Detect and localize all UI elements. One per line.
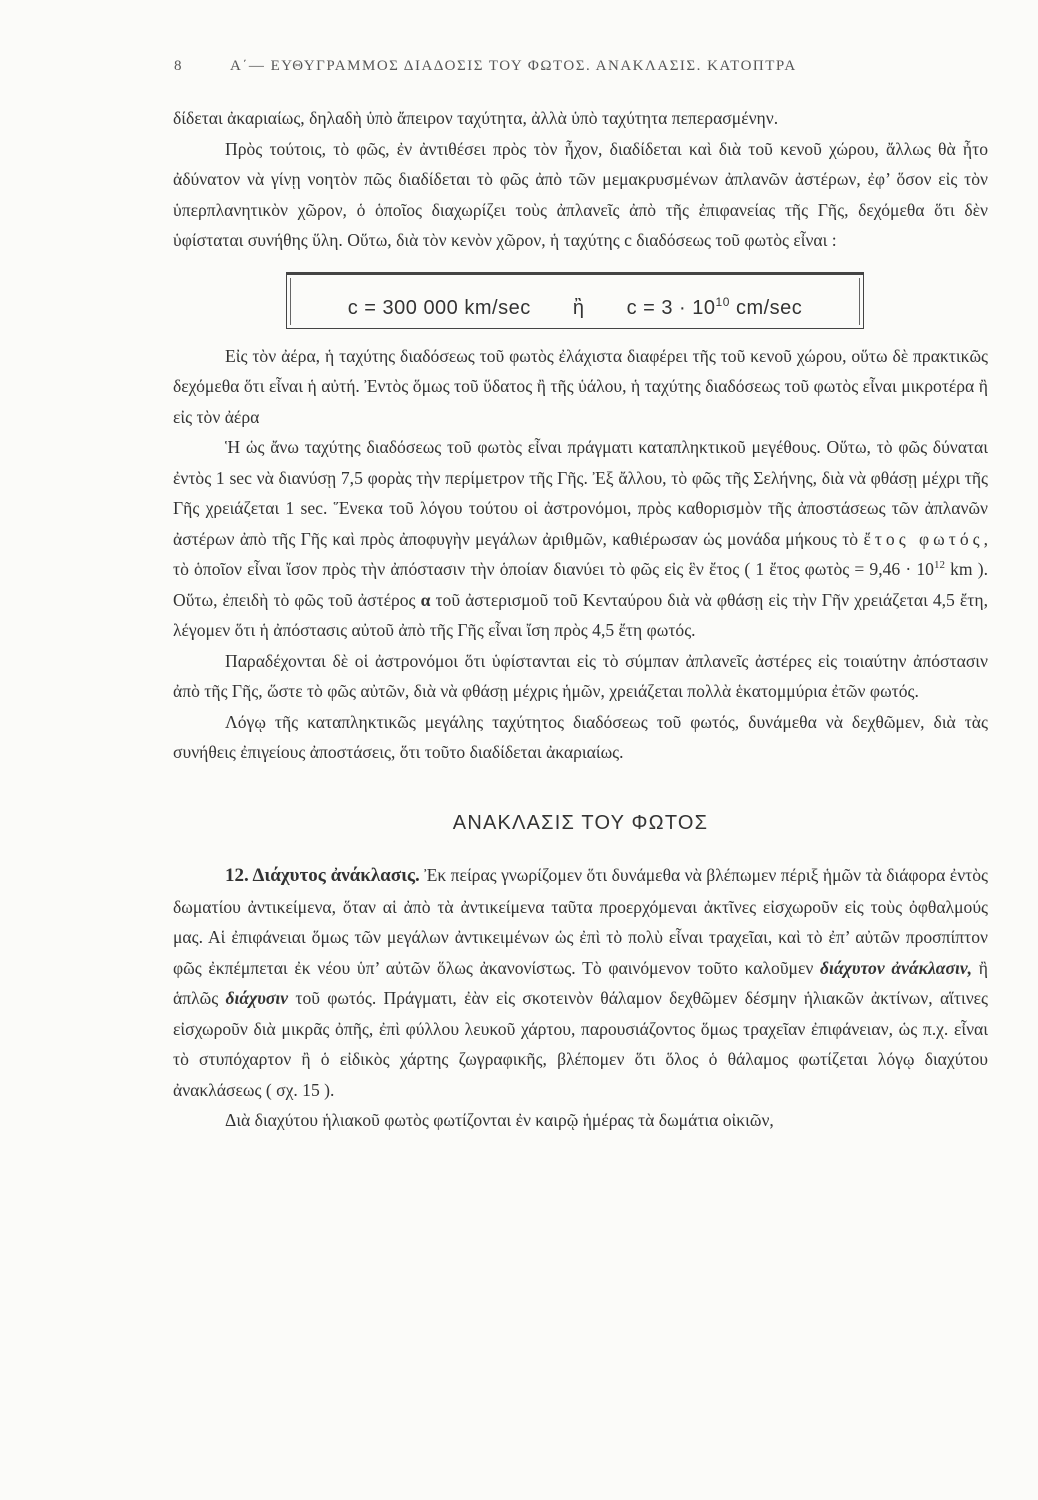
formula-box	[286, 272, 864, 329]
formula-km: c = 300 000 km/sec	[347, 296, 531, 319]
alpha-centauri-symbol: α	[420, 589, 431, 610]
page-number: 8	[174, 58, 183, 74]
diffuse-term-2: διάχυσιν	[225, 988, 289, 1008]
diffuse-term-1: διάχυτον ἀνάκλασιν,	[820, 957, 973, 978]
paragraph-vacuum-propagation: Πρὸς τούτοις, τὸ φῶς, ἐν ἀντιθέσει πρὸς τὸν ἦχον, διαδίδεται καὶ διὰ τοῦ κενοῦ χώρου, ἄλλως θὰ ἦτο ἀδύνατον νὰ γίνῃ νοητὸν πῶς διαδίδεται τὸ φῶς ἀπὸ τῶν μεμακρυσμένων ἀπλανῶν ἀστέρων, ἐφ’ ὅσον εἰς τὸν ὑπερπλανητικὸν χῶρον, ὁ ὁποῖος διαχωρίζει τοὺς ἀπλανεῖς ἀπὸ τῆς ἐπιφανείας τῆς Γῆς, δεχόμεθα ὅτι δὲν ὑφίσταται συνήθης ὕλη. Οὕτω, διὰ τὸν κενὸν χῶρον, ἡ ταχύτης c διαδόσεως τοῦ φωτὸς εἶναι :	[173, 138, 988, 250]
paragraph-air-water: Εἰς τὸν ἀέρα, ἡ ταχύτης διαδόσεως τοῦ φωτὸς ἐλάχιστα διαφέρει τῆς τοῦ κενοῦ χώρου, οὕτω δὲ πρακτικῶς δεχόμεθα ὅτι εἶναι ἡ αὐτή. Ἐντὸς ὅμως τοῦ ὕδατος ἢ τῆς ὑάλου, ἡ ταχύτης διαδόσεως τοῦ φωτὸς εἶναι μικροτέρα ἢ εἰς τὸν ἀέρα	[173, 345, 988, 427]
paragraph-instantaneous: Λόγῳ τῆς καταπληκτικῶς μεγάλης ταχύτητος διαδόσεως τοῦ φωτός, δυνάμεθα νὰ δεχθῶμεν, διὰ τὰς συνήθεις ἐπιγείους ἀποστάσεις, ὅτι τοῦτο διαδίδεται ἀκαριαίως.	[173, 711, 988, 762]
formula-cm-base: c = 3 · 10	[626, 296, 716, 319]
light-year-term: ἔτος φωτός	[863, 528, 984, 549]
light-year-text-b: , τὸ ὁποῖον εἶναι ἴσον πρὸς τὴν ἀπόστασιν τὴν ὁποίαν διανύει τὸ φῶς εἰς ἓν ἔτος ( 1 ἔτος φωτὸς = 9,46 · 10	[173, 528, 988, 579]
page-body	[173, 103, 988, 1136]
subsection-heading: 12. Διάχυτος ἀνάκλασις.	[225, 865, 420, 886]
paragraph-light-year	[173, 432, 988, 646]
formula-block	[173, 272, 988, 329]
paragraph-diffuse-reflection	[173, 860, 988, 1105]
paragraph-daylight-rooms: Διὰ διαχύτου ἡλιακοῦ φωτὸς φωτίζονται ἐν καιρῷ ἡμέρας τὰ δωμάτια οἰκιῶν,	[225, 1110, 774, 1130]
diffuse-text-c: τοῦ φωτός. Πράγματι, ἐὰν εἰς σκοτεινὸν θάλαμον δεχθῶμεν δέσμην ἡλιακῶν ἀκτίνων, αἵτινες εἰσχωροῦν διὰ μικρᾶς ὀπῆς, ἐπὶ φύλλου λευκοῦ χάρτου, παρουσιάζοντος ὅμως τραχεῖαν ἐπιφάνειαν, ὡς π.χ. εἶναι τὸ στυπόχαρτον ἢ ὁ εἰδικὸς χάρτης ζωγραφικῆς, βλέπομεν ὅτι ὅλος ὁ θάλαμος φωτίζεται λόγῳ διαχύτου ἀνακλάσεως ( σχ. 15 ).	[173, 988, 989, 1100]
formula-or: ἢ	[572, 296, 585, 319]
paragraph-distant-stars: Παραδέχονται δὲ οἱ ἀστρονόμοι ὅτι ὑφίστανται εἰς τὸ σύμπαν ἀπλανεῖς ἀστέρες εἰς τοιαύτην ἀπόστασιν ἀπὸ τῆς Γῆς, ὥστε τὸ φῶς αὐτῶν, διὰ νὰ φθάσῃ μέχρις ἡμῶν, χρειάζεται πολλὰ ἑκατομμύρια ἐτῶν φωτός.	[173, 650, 988, 701]
speed-of-light-formula	[287, 287, 863, 324]
diffuse-text-b: ἢ ἁπλῶς	[173, 957, 988, 1008]
light-year-text-c: km ). Οὕτω, ἐπειδὴ τὸ φῶς τοῦ ἀστέρος	[173, 559, 988, 610]
formula-cm-exponent: 10	[715, 294, 730, 309]
light-year-text-d: τοῦ ἀστερισμοῦ τοῦ Κενταύρου διὰ νὰ φθάσῃ εἰς τὴν Γῆν χρειάζεται 4,5 ἔτη, λέγομεν ὅτι ἡ ἀπόστασις αὐτοῦ ἀπὸ τῆς Γῆς εἶναι ἴση πρὸς 4,5 ἔτη φωτός.	[173, 589, 988, 640]
diffuse-text-a: Ἐκ πείρας γνωρίζομεν ὅτι δυνάμεθα νὰ βλέπωμεν πέριξ ἡμῶν τὰ διάφορα ἐντὸς δωματίου ἀντικείμενα, ὅταν αἱ ἀπὸ τὰ ἀντικείμενα ταῦτα προερχόμεναι ἀκτῖνες εἰσχωροῦν εἰς τοὺς ὀφθαλμούς μας. Αἱ ἐπιφάνειαι ὅμως τῶν μεγάλων ἀντικειμένων ὡς ἐπὶ τὸ πολὺ εἶναι τραχεῖαι, καὶ τὸ ἐπ’ αὐτῶν προσπίπτον φῶς ἐκπέμπεται ἐκ νέου ὑπ’ αὐτῶν ὅλως ἀκανονίστως. Τὸ φαινόμενον τοῦτο καλοῦμεν	[173, 865, 988, 978]
light-year-exponent: 12	[933, 559, 945, 571]
formula-cm-unit: cm/sec	[735, 296, 803, 319]
section-title: ΑΝΑΚΛΑΣΙΣ ΤΟΥ ΦΩΤΟΣ	[452, 811, 709, 834]
paragraph-continuation: δίδεται ἀκαριαίως, δηλαδὴ ὑπὸ ἄπειρον ταχύτητα, ἀλλὰ ὑπὸ ταχύτητα πεπερασμένην.	[173, 108, 779, 128]
light-year-text-a: Ἡ ὡς ἄνω ταχύτης διαδόσεως τοῦ φωτὸς εἶναι πράγματι καταπληκτικοῦ μεγέθους. Οὕτω, τὸ φῶς δύναται ἐντὸς 1 sec νὰ διανύσῃ 7,5 φορὰς τὴν περίμετρον τῆς Γῆς. Ἐξ ἄλλου, τὸ φῶς τῆς Σελήνης, διὰ νὰ φθάσῃ μέχρι τῆς Γῆς χρειάζεται 1 sec. Ἕνεκα τοῦ λόγου τούτου οἱ ἀστρονόμοι, πρὸς καθορισμὸν τῆς ἀποστάσεως τῶν ἀπλανῶν ἀστέρων ἀπὸ τῆς Γῆς καὶ πρὸς ἀποφυγὴν μεγάλων ἀριθμῶν, καθιέρωσαν ὡς μονάδα μήκους τὸ	[173, 437, 988, 549]
running-title: Α΄— ΕΥΘΥΓΡΑΜΜΟΣ ΔΙΑΔΟΣΙΣ ΤΟΥ ΦΩΤΟΣ. ΑΝΑΚΛΑΣΙΣ. ΚΑΤΟΠΤΡΑ	[230, 58, 797, 74]
